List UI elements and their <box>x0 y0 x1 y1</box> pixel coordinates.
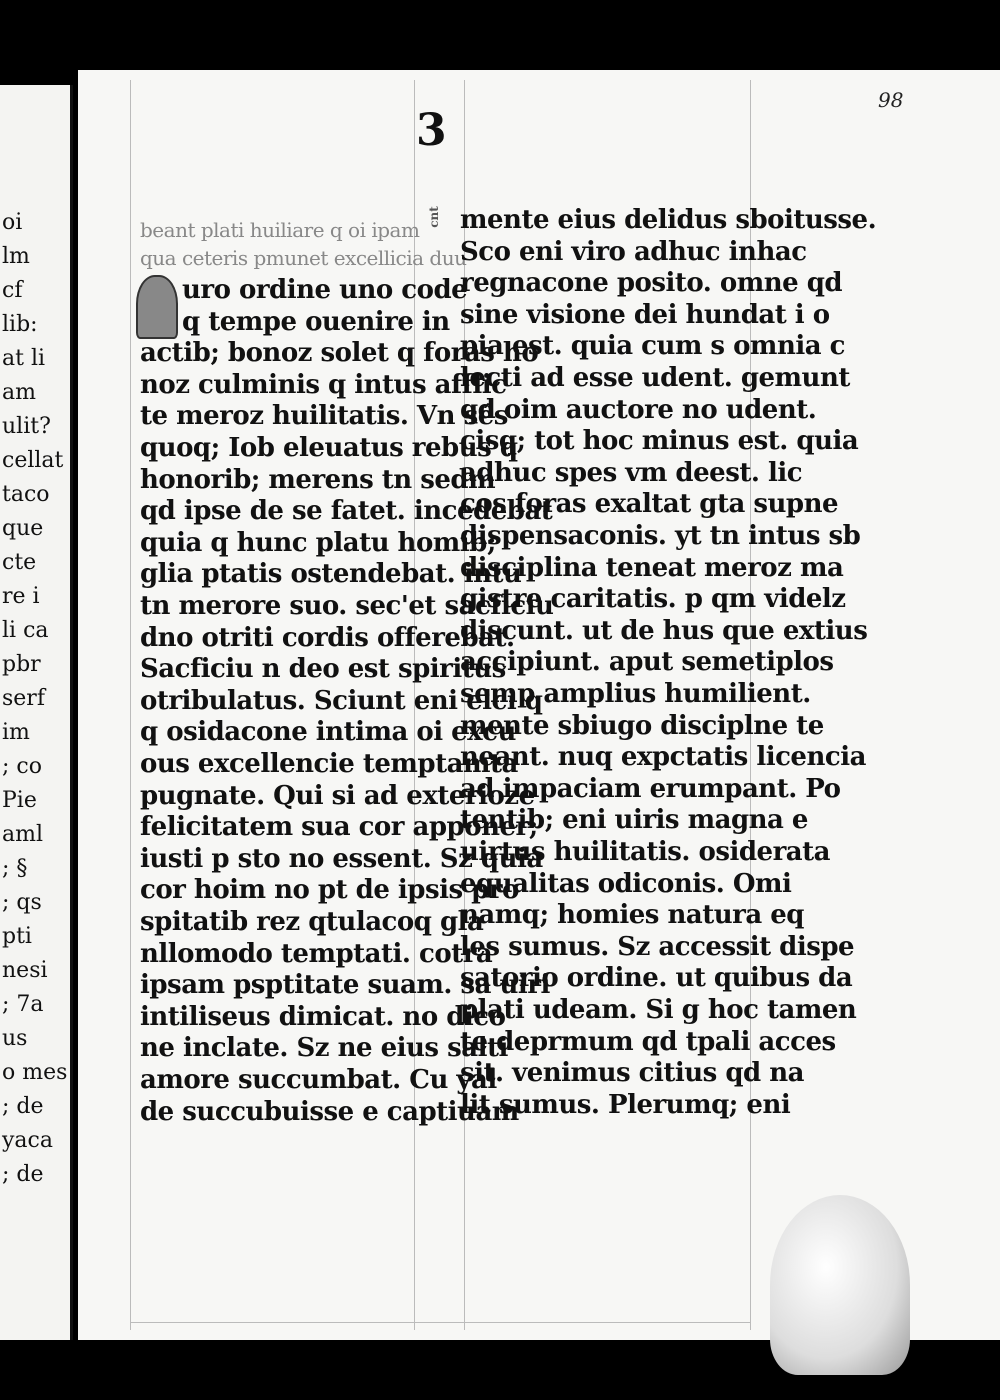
column-a-line: ous excellencie temptamta <box>140 749 518 779</box>
column-a-line: ne inclate. Sz ne eius salti <box>140 1033 508 1064</box>
column-b-line: dispensaconis. yt tn intus sb <box>460 521 861 551</box>
column-b-line: cos foras exaltat gta supne <box>460 489 839 520</box>
left-page-fragment: Pie <box>2 788 37 813</box>
column-b-line: gistre caritatis. p qm videlz <box>460 584 846 615</box>
column-a-line: noz culminis q intus afflic <box>140 369 507 400</box>
left-page-fragment: pti <box>2 924 32 949</box>
column-a-line: actib; bonoz solet q foras ho <box>140 338 539 369</box>
left-page-fragment: ; co <box>2 754 42 779</box>
column-a-line: nllomodo temptati. cotra <box>140 938 493 969</box>
left-page-fragment: am <box>2 380 36 405</box>
column-b-line: sine visione dei hundat i o <box>460 299 830 330</box>
column-b-line: qd oim auctore no udent. <box>460 394 817 425</box>
margin-note-side: cnt <box>426 206 441 228</box>
column-b-line: disciplina teneat meroz ma <box>460 552 844 583</box>
left-page-fragment: oi <box>2 210 23 235</box>
left-page-edge <box>0 85 73 1340</box>
column-b-line: uirtus huilitatis. osiderata <box>460 837 830 867</box>
column-a-header-line: beant plati huiliare q oi ipam <box>140 218 420 242</box>
left-page-fragment: cte <box>2 550 37 575</box>
left-page-fragment: pbr <box>2 652 41 677</box>
column-b-line: lecti ad esse udent. gemunt <box>460 363 850 393</box>
left-page-fragment: taco <box>2 482 50 507</box>
column-b-line: discunt. ut de hus que extius <box>460 615 868 646</box>
column-a-line: Sacficiu n deo est spiritus <box>140 654 506 685</box>
column-a-line: quia q hunc platu homib; <box>140 527 496 558</box>
left-page-fragment: re i <box>2 584 40 609</box>
column-b-line: semp amplius humilient. <box>460 679 811 709</box>
left-page-fragment: lm <box>2 244 30 269</box>
left-page-fragment: ; § <box>2 856 28 881</box>
column-a-line: pugnate. Qui si ad exterioze <box>140 780 535 811</box>
column-b-line: Sco eni viro adhuc inhac <box>460 236 807 267</box>
folio-number: 98 <box>878 88 904 112</box>
left-page-fragment: cellat <box>2 448 64 473</box>
column-b-line: les sumus. Sz accessit dispe <box>460 931 855 962</box>
column-b-line: equalitas odiconis. Omi <box>460 868 792 899</box>
column-a-line: dno otriti cordis offerebat. <box>140 622 515 653</box>
column-a-line: otribulatus. Sciunt eni elci q <box>140 685 543 716</box>
left-page-fragment: us <box>2 1026 28 1051</box>
column-a-line: intiliseus dimicat. no dico <box>140 1001 506 1032</box>
column-a-line: q osidacone intima oi excu <box>140 717 516 748</box>
left-page-fragment: ; qs <box>2 890 42 915</box>
left-page-fragment: nesi <box>2 958 48 983</box>
column-b-line: tentib; eni uiris magna e <box>460 805 808 836</box>
left-page-fragment: aml <box>2 822 44 847</box>
left-page-fragment: ; de <box>2 1162 44 1187</box>
column-b-line: te deprmum qd tpali acces <box>460 1026 836 1057</box>
left-page-fragment: o mes <box>2 1060 68 1085</box>
left-page-fragment: im <box>2 720 30 745</box>
column-b-line: pia est. quia cum s omnia c <box>460 331 845 362</box>
column-a-line: felicitatem sua cor apponer; <box>140 812 538 843</box>
ruling-line <box>130 1322 750 1323</box>
column-a-line: spitatib rez qtulacoq gla <box>140 907 484 937</box>
column-a-header-line: qua ceteris pmunet excellicia duu <box>140 246 467 270</box>
manuscript-page <box>78 70 1000 1340</box>
left-page-fragment: serf <box>2 686 45 711</box>
column-b-line: adhuc spes vm deest. lic <box>460 457 803 488</box>
margin-numeral: 3 <box>416 105 447 156</box>
left-page-fragment: que <box>2 516 44 541</box>
left-page-fragment: ; de <box>2 1094 44 1119</box>
column-a-line: te meroz huilitatis. Vn sés <box>140 401 508 432</box>
column-a-line: iusti p sto no essent. Sz quia <box>140 843 543 874</box>
left-page-fragment: cf <box>2 278 23 303</box>
column-b-line: lit sumus. Plerumq; eni <box>460 1089 791 1120</box>
column-b-line: ad impaciam erumpant. Po <box>460 773 841 804</box>
column-a-line: de succubuisse e captiuam <box>140 1096 519 1127</box>
column-b-line: regnacone posito. omne qd <box>460 268 843 299</box>
left-page-fragment: ; 7a <box>2 992 44 1017</box>
column-a-line: ipsam psptitate suam. sa uiri <box>140 970 550 1001</box>
column-a-line: cor hoim no pt de ipsis pro <box>140 875 519 906</box>
column-b-line: mente sbiugo disciplne te <box>460 710 824 741</box>
left-page-fragment: ulit? <box>2 414 51 439</box>
column-b-line: mente eius delidus sboitusse. <box>460 205 877 235</box>
column-b-line: cisq; tot hoc minus est. quia <box>460 426 859 457</box>
decorated-initial <box>136 275 178 339</box>
left-page-fragment: yaca <box>2 1128 53 1153</box>
column-a-line: amore succumbat. Cu yal <box>140 1065 497 1095</box>
left-page-fragment: at li <box>2 346 46 371</box>
column-b-line: plati udeam. Si g hoc tamen <box>460 995 857 1025</box>
column-a-line: q tempe ouenire in <box>182 306 450 337</box>
column-a-line: qd ipse de se fatet. incedebat <box>140 496 553 527</box>
thumb-shadow <box>770 1195 910 1375</box>
column-a-line: honorib; merens tn sedm <box>140 464 496 495</box>
column-b-line: accipiunt. aput semetiplos <box>460 647 834 678</box>
column-a-line: tn merore suo. sec'et sacficiu <box>140 591 554 621</box>
column-b-line: satorio ordine. ut quibus da <box>460 963 853 994</box>
column-a-line: uro ordine uno code <box>182 275 468 305</box>
column-b-line: namq; homies natura eq <box>460 900 804 931</box>
ruling-line <box>130 80 131 1330</box>
column-b-line: neant. nuq expctatis licencia <box>460 742 866 773</box>
column-a-line: glia ptatis ostendebat. intu <box>140 559 522 590</box>
column-a-line: quoq; Iob eleuatus rebus q <box>140 433 518 463</box>
left-page-fragment: li ca <box>2 618 49 643</box>
left-page-fragment: lib: <box>2 312 38 337</box>
column-b-line: sit. venimus citius qd na <box>460 1058 805 1089</box>
